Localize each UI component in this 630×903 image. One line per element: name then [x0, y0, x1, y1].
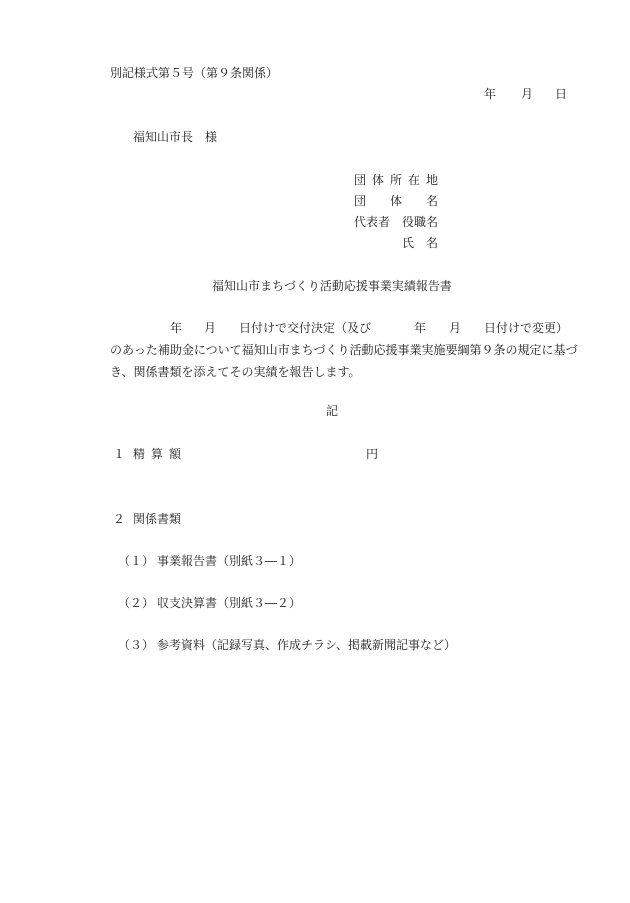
document-item-number: （２） [118, 596, 155, 610]
org-location-char: 所 [389, 173, 402, 187]
org-location-label [354, 174, 438, 195]
item1-number: １ [113, 447, 126, 461]
date2-month: 月 [449, 321, 462, 335]
body-line-2: のあった補助金について福知山市まちづくり活動応援事業実施要綱第９条の規定に基づ [110, 343, 578, 357]
representative-title-row [354, 216, 438, 237]
item2-number: ２ [113, 512, 126, 526]
org-name-char: 体 [389, 194, 402, 208]
representative-name-row [354, 237, 438, 258]
header-date-day: 日 [555, 87, 568, 101]
body-line-3: き、関係書類を添えてその実績を報告します。 [110, 365, 361, 379]
yen-unit: 円 [366, 447, 379, 461]
date1-day-suffix: 日付けで交付決定（及び [239, 321, 372, 335]
org-location-char: 在 [407, 173, 420, 187]
document-item-number: （３） [118, 638, 155, 652]
date2-year: 年 [414, 321, 427, 335]
applicant-block [354, 174, 438, 258]
org-location-char: 団 [354, 173, 367, 187]
representative-name-char: 名 [426, 236, 439, 250]
settlement-char: 額 [168, 447, 181, 461]
related-documents-label: 関係書類 [133, 512, 182, 526]
org-location-char: 体 [371, 173, 384, 187]
date2-day-suffix: 日付けで変更） [484, 321, 569, 335]
settlement-amount-label [133, 448, 181, 460]
document-title: 福知山市まちづくり活動応援事業実績報告書 [212, 279, 452, 293]
document-item-number: （１） [118, 554, 155, 568]
document-item-text: 事業報告書（別紙３―１） [157, 554, 302, 568]
form-number: 別記様式第５号（第９条関係） [110, 66, 279, 80]
header-date-month: 月 [521, 87, 534, 101]
date1-year: 年 [170, 321, 183, 335]
ki-heading: 記 [326, 404, 339, 418]
settlement-char: 精 [133, 447, 146, 461]
document-item-text: 参考資料（記録写真、作成チラシ、掲載新聞記事など） [157, 638, 457, 652]
representative-prefix: 代表者 [354, 215, 391, 229]
org-name-char: 団 [354, 194, 367, 208]
org-location-char: 地 [425, 173, 438, 187]
header-date-year: 年 [484, 87, 497, 101]
date1-month: 月 [204, 321, 217, 335]
addressee: 福知山市長 様 [133, 130, 218, 144]
settlement-char: 算 [150, 447, 163, 461]
document-item-text: 収支決算書（別紙３―２） [157, 596, 302, 610]
org-name-label [354, 195, 438, 216]
org-name-char: 名 [425, 194, 438, 208]
representative-name-char: 氏 [402, 236, 415, 250]
body-line-1 [110, 322, 570, 336]
representative-title-label: 役職名 [402, 215, 439, 229]
